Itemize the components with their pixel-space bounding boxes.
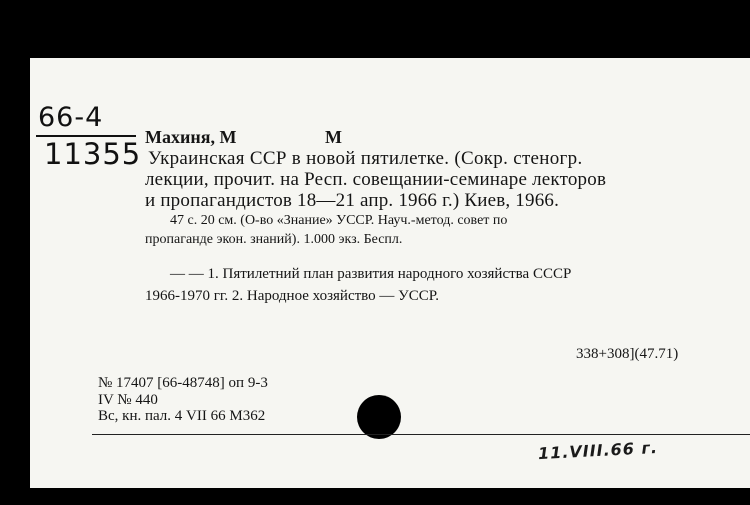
handwritten-inventory-number: 11355: [44, 137, 142, 171]
subject-headings-line-1: — — 1. Пятилетний план развития народного хозяйства СССР: [170, 266, 572, 282]
title-line-2: лекции, прочит. на Респ. совещании-семинаре лекторов: [145, 169, 607, 190]
subject-headings-line-2: 1966-1970 гг. 2. Народное хозяйство — УССР.: [145, 288, 439, 304]
footer-rule: [92, 434, 750, 435]
chamber-note: Вс, кн. пал. 4 VII 66 М362: [98, 408, 266, 424]
handwritten-shelf-code: 66-4: [38, 102, 104, 133]
record-number: № 17407 [66-48748] оп 9-3: [98, 375, 268, 391]
collation-line-2: пропаганде экон. знаний). 1.000 экз. Беспл.: [145, 232, 403, 247]
author-initial: М: [325, 127, 342, 147]
punch-hole: [357, 395, 401, 439]
series-number: IV № 440: [98, 392, 158, 408]
title-line-3: и пропагандистов 18—21 апр. 1966 г.) Киев, 1966.: [145, 190, 560, 211]
collation-line-1: 47 с. 20 см. (О-во «Знание» УССР. Науч.-метод. совет по: [170, 213, 508, 228]
date-stamp: 11.VIII.66 г.: [537, 437, 659, 464]
classification-code: 338+308](47.71): [576, 346, 679, 362]
title-line-1: Украинская ССР в новой пятилетке. (Сокр. стеногр.: [148, 148, 583, 169]
author-name: Махиня, М: [145, 127, 237, 147]
